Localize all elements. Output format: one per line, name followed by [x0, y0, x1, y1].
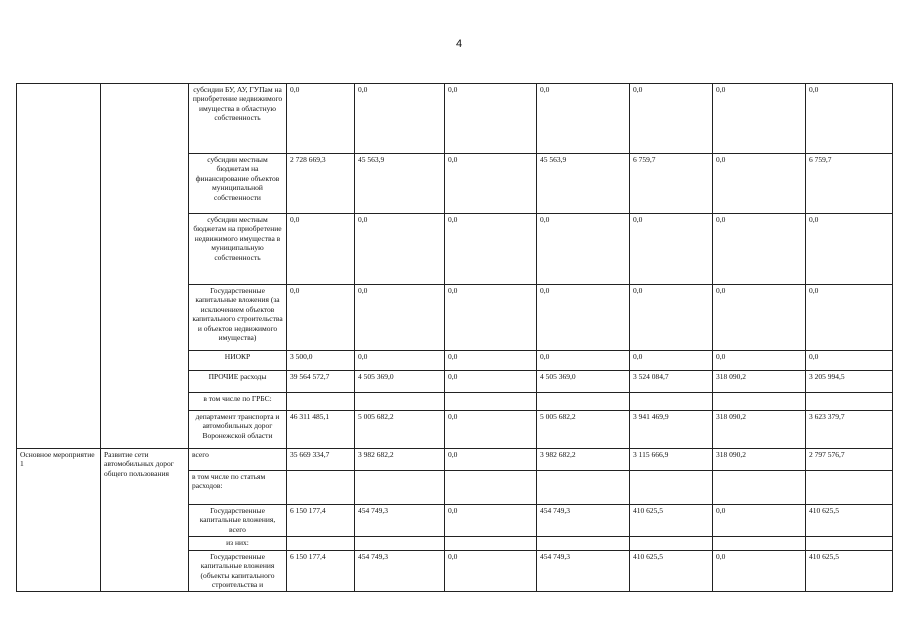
value-cell: 0,0: [713, 551, 806, 592]
value-cell: 46 311 485,1: [287, 411, 355, 449]
value-cell: [630, 393, 713, 411]
value-cell: 0,0: [537, 285, 630, 351]
value-cell: 410 625,5: [806, 551, 893, 592]
value-cell: 0,0: [445, 285, 537, 351]
value-cell: 0,0: [355, 351, 445, 371]
value-cell: [806, 537, 893, 551]
value-cell: 5 005 682,2: [355, 411, 445, 449]
row-label: ПРОЧИЕ расходы: [189, 371, 287, 393]
value-cell: [287, 471, 355, 505]
page-number: 4: [456, 38, 463, 50]
main-event-title: Основное мероприятие 1: [17, 449, 101, 592]
empty-cell: [101, 84, 189, 449]
value-cell: 454 749,3: [537, 505, 630, 537]
value-cell: 45 563,9: [537, 154, 630, 214]
value-cell: [806, 393, 893, 411]
value-cell: 410 625,5: [806, 505, 893, 537]
value-cell: 0,0: [355, 84, 445, 154]
value-cell: 0,0: [630, 214, 713, 285]
value-cell: 5 005 682,2: [537, 411, 630, 449]
value-cell: 3 500,0: [287, 351, 355, 371]
value-cell: 2 797 576,7: [806, 449, 893, 471]
value-cell: 0,0: [287, 84, 355, 154]
value-cell: 0,0: [445, 214, 537, 285]
value-cell: [537, 393, 630, 411]
row-label: Государственные капитальные вложения (объекты капитального строительства и: [189, 551, 287, 592]
value-cell: 4 505 369,0: [537, 371, 630, 393]
value-cell: 0,0: [355, 285, 445, 351]
value-cell: 3 982 682,2: [537, 449, 630, 471]
value-cell: 3 205 994,5: [806, 371, 893, 393]
row-label: всего: [189, 449, 287, 471]
value-cell: 3 115 666,9: [630, 449, 713, 471]
value-cell: 0,0: [537, 351, 630, 371]
value-cell: 6 759,7: [806, 154, 893, 214]
row-label: в том числе по ГРБС:: [189, 393, 287, 411]
value-cell: 318 090,2: [713, 411, 806, 449]
value-cell: [537, 471, 630, 505]
value-cell: 39 564 572,7: [287, 371, 355, 393]
value-cell: 454 749,3: [537, 551, 630, 592]
value-cell: [713, 393, 806, 411]
value-cell: [630, 537, 713, 551]
value-cell: [630, 471, 713, 505]
value-cell: 0,0: [806, 214, 893, 285]
value-cell: 0,0: [713, 285, 806, 351]
row-label: Государственные капитальные вложения, всего: [189, 505, 287, 537]
row-label: НИОКР: [189, 351, 287, 371]
value-cell: 0,0: [287, 214, 355, 285]
value-cell: 3 982 682,2: [355, 449, 445, 471]
value-cell: 0,0: [445, 505, 537, 537]
row-label: субсидии местным бюджетам на финансирование объектов муниципальной собственности: [189, 154, 287, 214]
value-cell: 410 625,5: [630, 505, 713, 537]
value-cell: 318 090,2: [713, 371, 806, 393]
value-cell: [445, 393, 537, 411]
row-label: департамент транспорта и автомобильных дорог Воронежской области: [189, 411, 287, 449]
value-cell: [537, 537, 630, 551]
empty-cell: [17, 84, 101, 449]
value-cell: 0,0: [713, 84, 806, 154]
budget-table: [16, 83, 893, 592]
value-cell: 0,0: [630, 351, 713, 371]
row-label: субсидии БУ, АУ, ГУПам на приобретение недвижимого имущества в областную собственность: [189, 84, 287, 154]
table-row: [17, 449, 893, 471]
value-cell: 0,0: [630, 84, 713, 154]
value-cell: 0,0: [355, 214, 445, 285]
value-cell: 2 728 669,3: [287, 154, 355, 214]
value-cell: 454 749,3: [355, 505, 445, 537]
value-cell: 0,0: [537, 84, 630, 154]
value-cell: 0,0: [445, 84, 537, 154]
value-cell: [355, 393, 445, 411]
value-cell: [355, 537, 445, 551]
value-cell: 318 090,2: [713, 449, 806, 471]
value-cell: [445, 537, 537, 551]
value-cell: 0,0: [630, 285, 713, 351]
value-cell: [713, 471, 806, 505]
value-cell: 0,0: [445, 551, 537, 592]
value-cell: 0,0: [713, 154, 806, 214]
value-cell: 0,0: [445, 411, 537, 449]
value-cell: 410 625,5: [630, 551, 713, 592]
value-cell: 0,0: [806, 285, 893, 351]
value-cell: 0,0: [445, 351, 537, 371]
row-label: субсидии местным бюджетам на приобретение недвижимого имущества в муниципальную собственность: [189, 214, 287, 285]
value-cell: [445, 471, 537, 505]
value-cell: 0,0: [806, 351, 893, 371]
value-cell: 6 759,7: [630, 154, 713, 214]
value-cell: 35 669 334,7: [287, 449, 355, 471]
value-cell: 0,0: [537, 214, 630, 285]
value-cell: 454 749,3: [355, 551, 445, 592]
value-cell: 6 150 177,4: [287, 505, 355, 537]
value-cell: 0,0: [445, 449, 537, 471]
value-cell: 3 623 379,7: [806, 411, 893, 449]
main-event-name: Развитие сети автомобильных дорог общего пользования: [101, 449, 189, 592]
value-cell: 0,0: [713, 505, 806, 537]
value-cell: 0,0: [713, 351, 806, 371]
value-cell: [806, 471, 893, 505]
value-cell: [287, 393, 355, 411]
row-label: Государственные капитальные вложения (за исключением объектов капитального строительства и объектов недвижимого имущества): [189, 285, 287, 351]
value-cell: 3 941 469,9: [630, 411, 713, 449]
row-label: из них:: [189, 537, 287, 551]
value-cell: 0,0: [287, 285, 355, 351]
value-cell: 0,0: [445, 371, 537, 393]
value-cell: 0,0: [445, 154, 537, 214]
value-cell: 6 150 177,4: [287, 551, 355, 592]
value-cell: [355, 471, 445, 505]
value-cell: 0,0: [806, 84, 893, 154]
value-cell: 3 524 084,7: [630, 371, 713, 393]
value-cell: [287, 537, 355, 551]
table-row: [17, 84, 893, 154]
value-cell: [713, 537, 806, 551]
row-label: в том числе по статьям расходов:: [189, 471, 287, 505]
value-cell: 0,0: [713, 214, 806, 285]
value-cell: 45 563,9: [355, 154, 445, 214]
value-cell: 4 505 369,0: [355, 371, 445, 393]
